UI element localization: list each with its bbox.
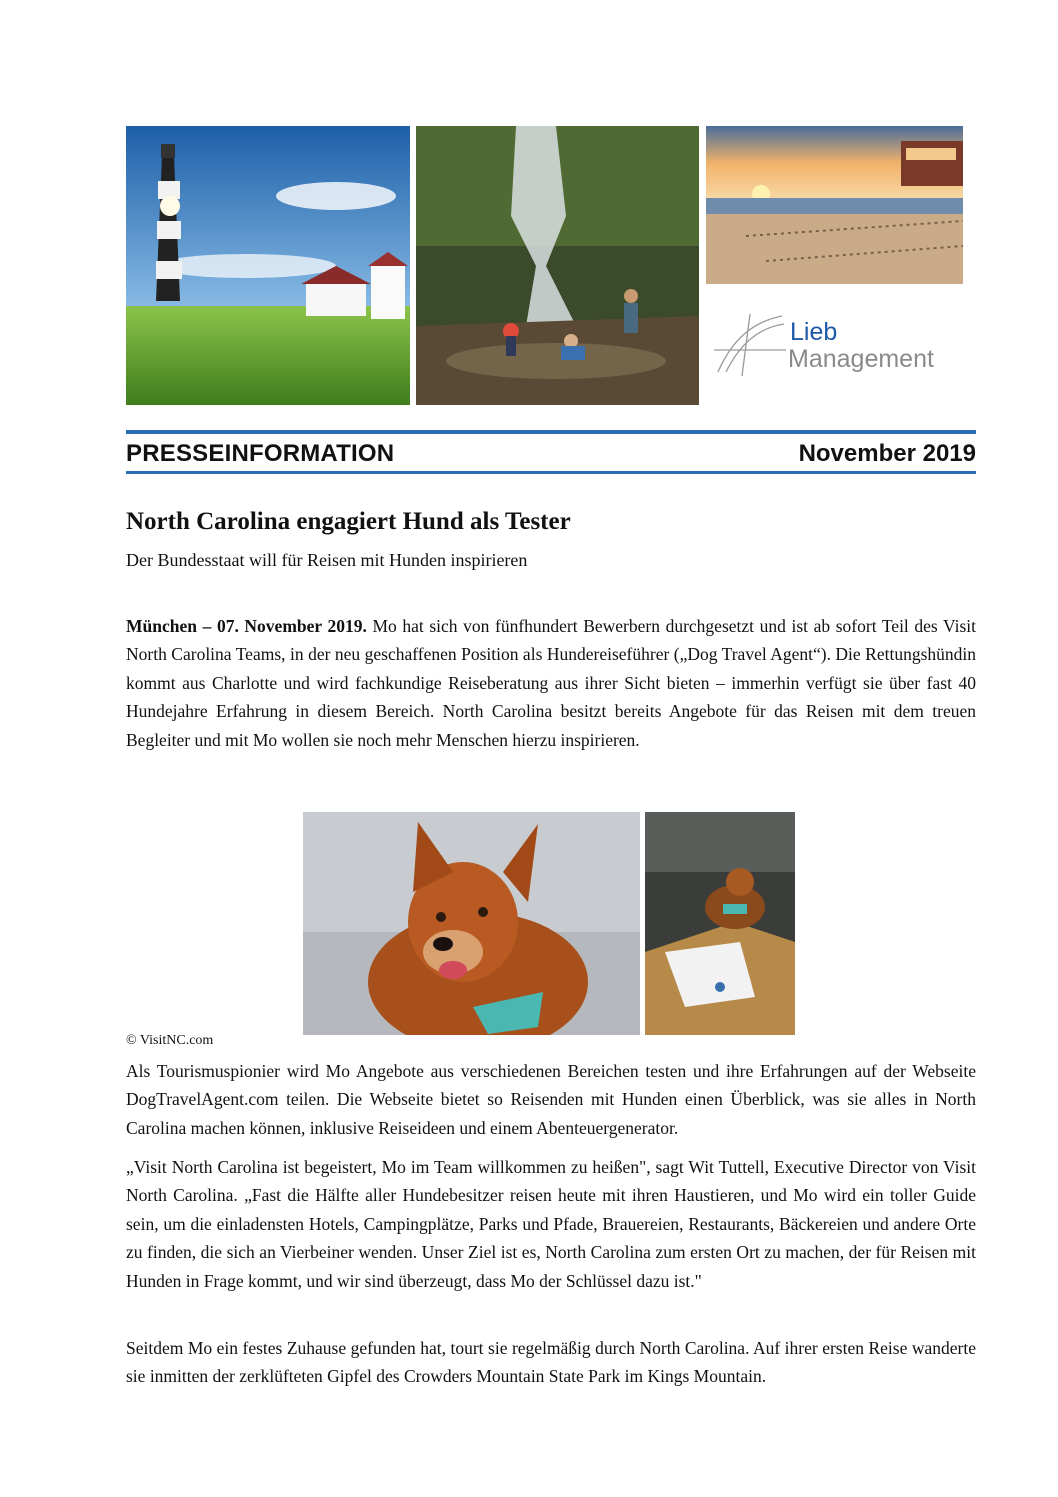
beach-sunset-photo [706, 126, 963, 284]
logo-mark-icon [712, 310, 787, 380]
dateline: München – 07. November 2019. [126, 616, 367, 636]
dog-cafe-photo [645, 812, 795, 1035]
logo-text-lieb: Lieb [790, 318, 838, 346]
lighthouse-photo [126, 126, 410, 405]
press-date: November 2019 [798, 440, 976, 467]
paragraph-tourism: Als Tourismuspionier wird Mo Angebote aus verschiedenen Bereichen testen und ihre Erfahrungen auf der Webseite DogTravelAgent.com teilen. Die Webseite bietet so Reisenden mit Hunden einen Überblick, was sie alles in North Carolina machen können, inklusive Reiseideen und einem Abenteuergenerator. [126, 1061, 976, 1138]
paragraph-intro [126, 612, 976, 754]
paragraph-quote: „Visit North Carolina ist begeistert, Mo im Team willkommen zu heißen", sagt Wit Tuttell, Executive Director von Visit North Carolina. „Fast die Hälfte aller Hundebesitzer reisen heute mit ihren Haustieren, und Mo wird ein toller Guide sein, um die einladensten Hotels, Campingplätze, Parks und Pfade, Brauereien, Restaurants, Bäckereien und andere Orte zu finden, die sich an Vierbeiner wenden. Unser Ziel ist es, North Carolina zum ersten Ort zu machen, der für Reisen mit Hunden in Frage kommt, und wir sind überzeugt, dass Mo der Schlüssel dazu ist." [126, 1157, 976, 1291]
photo-credit: © VisitNC.com [126, 1033, 214, 1048]
banner-rule-top [126, 430, 976, 434]
banner-rule-bottom [126, 471, 976, 474]
dog-portrait-photo [303, 812, 640, 1035]
intro-text: Mo hat sich von fünfhundert Bewerbern durchgesetzt und ist ab sofort Teil des Visit North Carolina Teams, in der neu geschaffenen Position als Hundereiseführer („Dog Travel Agent“). Die Rettungshündin kommt aus Charlotte und wird fachkundige Reiseberatung aus ihrer Sicht bieten – immerhin verfügt sie über fast 40 Hundejahre Erfahrung in diesem Bereich. North Carolina besitzt bereits Angebote für das Reisen mit dem treuen Begleiter und mit Mo wollen sie noch mehr Menschen hierzu inspirieren. [126, 616, 976, 750]
paragraph-travels: Seitdem Mo ein festes Zuhause gefunden hat, tourt sie regelmäßig durch North Carolina. Auf ihrer ersten Reise wanderte sie inmitten der zerklüfteten Gipfel des Crowders Mountain State Park im Kings Mountain. [126, 1338, 976, 1387]
waterfall-photo [416, 126, 699, 405]
lieb-management-logo [712, 306, 962, 386]
press-label: PRESSEINFORMATION [126, 440, 395, 467]
article-headline: North Carolina engagiert Hund als Tester [126, 508, 571, 535]
article-subheadline: Der Bundesstaat will für Reisen mit Hunden inspirieren [126, 550, 528, 570]
logo-text-management: Management [788, 345, 934, 373]
